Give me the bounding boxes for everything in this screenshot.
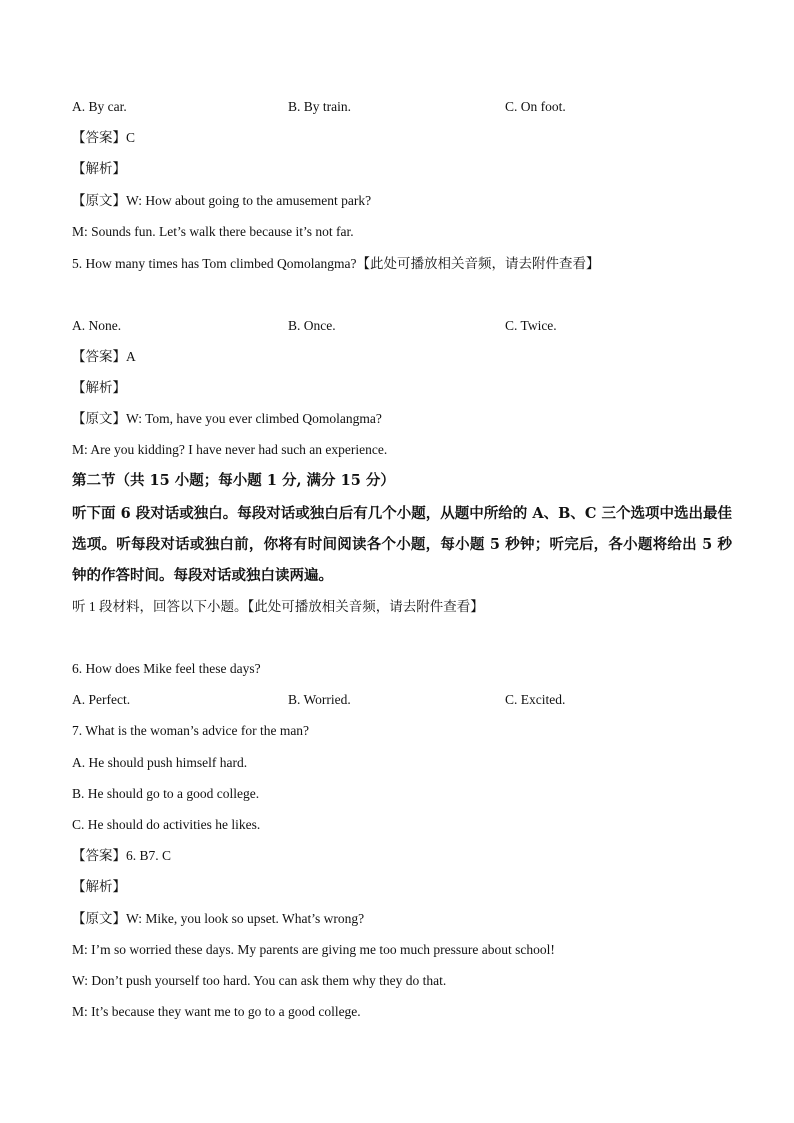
q5-original-m: M: Are you kidding? I have never had such an experience. bbox=[72, 442, 388, 457]
q4-analysis: 【解析】 bbox=[72, 161, 126, 176]
q7-option-a: A. He should push himself hard. bbox=[72, 755, 248, 770]
q5-answer: 【答案】A bbox=[72, 349, 136, 364]
q4-option-b: B. By train. bbox=[288, 99, 351, 114]
q6-option-b: B. Worried. bbox=[288, 692, 351, 707]
q67-original-4: M: It’s because they want me to go to a good college. bbox=[72, 1004, 361, 1019]
q7-question: 7. What is the woman’s advice for the man? bbox=[72, 723, 310, 738]
q5-option-a: A. None. bbox=[72, 318, 122, 333]
q5-question: 5. How many times has Tom climbed Qomolangma?【此处可播放相关音频，请去附件查看】 bbox=[72, 256, 600, 271]
q67-original-3: W: Don’t push yourself too hard. You can ask them why they do that. bbox=[72, 973, 447, 988]
q4-original-w: 【原文】W: How about going to the amusement park? bbox=[72, 193, 372, 208]
q7-option-c: C. He should do activities he likes. bbox=[72, 817, 261, 832]
q67-original-2: M: I’m so worried these days. My parents are giving me too much pressure about school! bbox=[72, 942, 555, 957]
q4-option-a: A. By car. bbox=[72, 99, 127, 114]
q5-analysis: 【解析】 bbox=[72, 380, 126, 395]
q4-answer: 【答案】C bbox=[72, 130, 136, 145]
q6-option-a: A. Perfect. bbox=[72, 692, 131, 707]
q4-original-m: M: Sounds fun. Let’s walk there because it’s not far. bbox=[72, 224, 354, 239]
material1-intro: 听 1 段材料，回答以下小题。【此处可播放相关音频，请去附件查看】 bbox=[72, 599, 484, 614]
q6-question: 6. How does Mike feel these days? bbox=[72, 661, 261, 676]
q5-option-c: C. Twice. bbox=[505, 318, 557, 333]
q7-option-b: B. He should go to a good college. bbox=[72, 786, 260, 801]
section2-title: 第二节（共 15 小题；每小题 1 分, 满分 15 分） bbox=[72, 472, 395, 489]
q5-option-b: B. Once. bbox=[288, 318, 336, 333]
q67-analysis: 【解析】 bbox=[72, 879, 126, 894]
q67-answer: 【答案】6. B7. C bbox=[72, 848, 172, 863]
q5-original-w: 【原文】W: Tom, have you ever climbed Qomolangma? bbox=[72, 411, 382, 426]
q4-option-c: C. On foot. bbox=[505, 99, 566, 114]
section2-instruction: 听下面 6 段对话或独白。每段对话或独白后有几个小题，从题中所给的 A、B、C 三个选项中选出最佳选项。听每段对话或独白前，你将有时间阅读各个小题，每小题 5 秒钟；听完后，各小题将给出 5 秒钟的作答时间。每段对话或独白读两遍。 bbox=[72, 505, 732, 584]
q6-option-c: C. Excited. bbox=[505, 692, 566, 707]
q67-original-1: 【原文】W: Mike, you look so upset. What’s wrong? bbox=[72, 911, 365, 926]
